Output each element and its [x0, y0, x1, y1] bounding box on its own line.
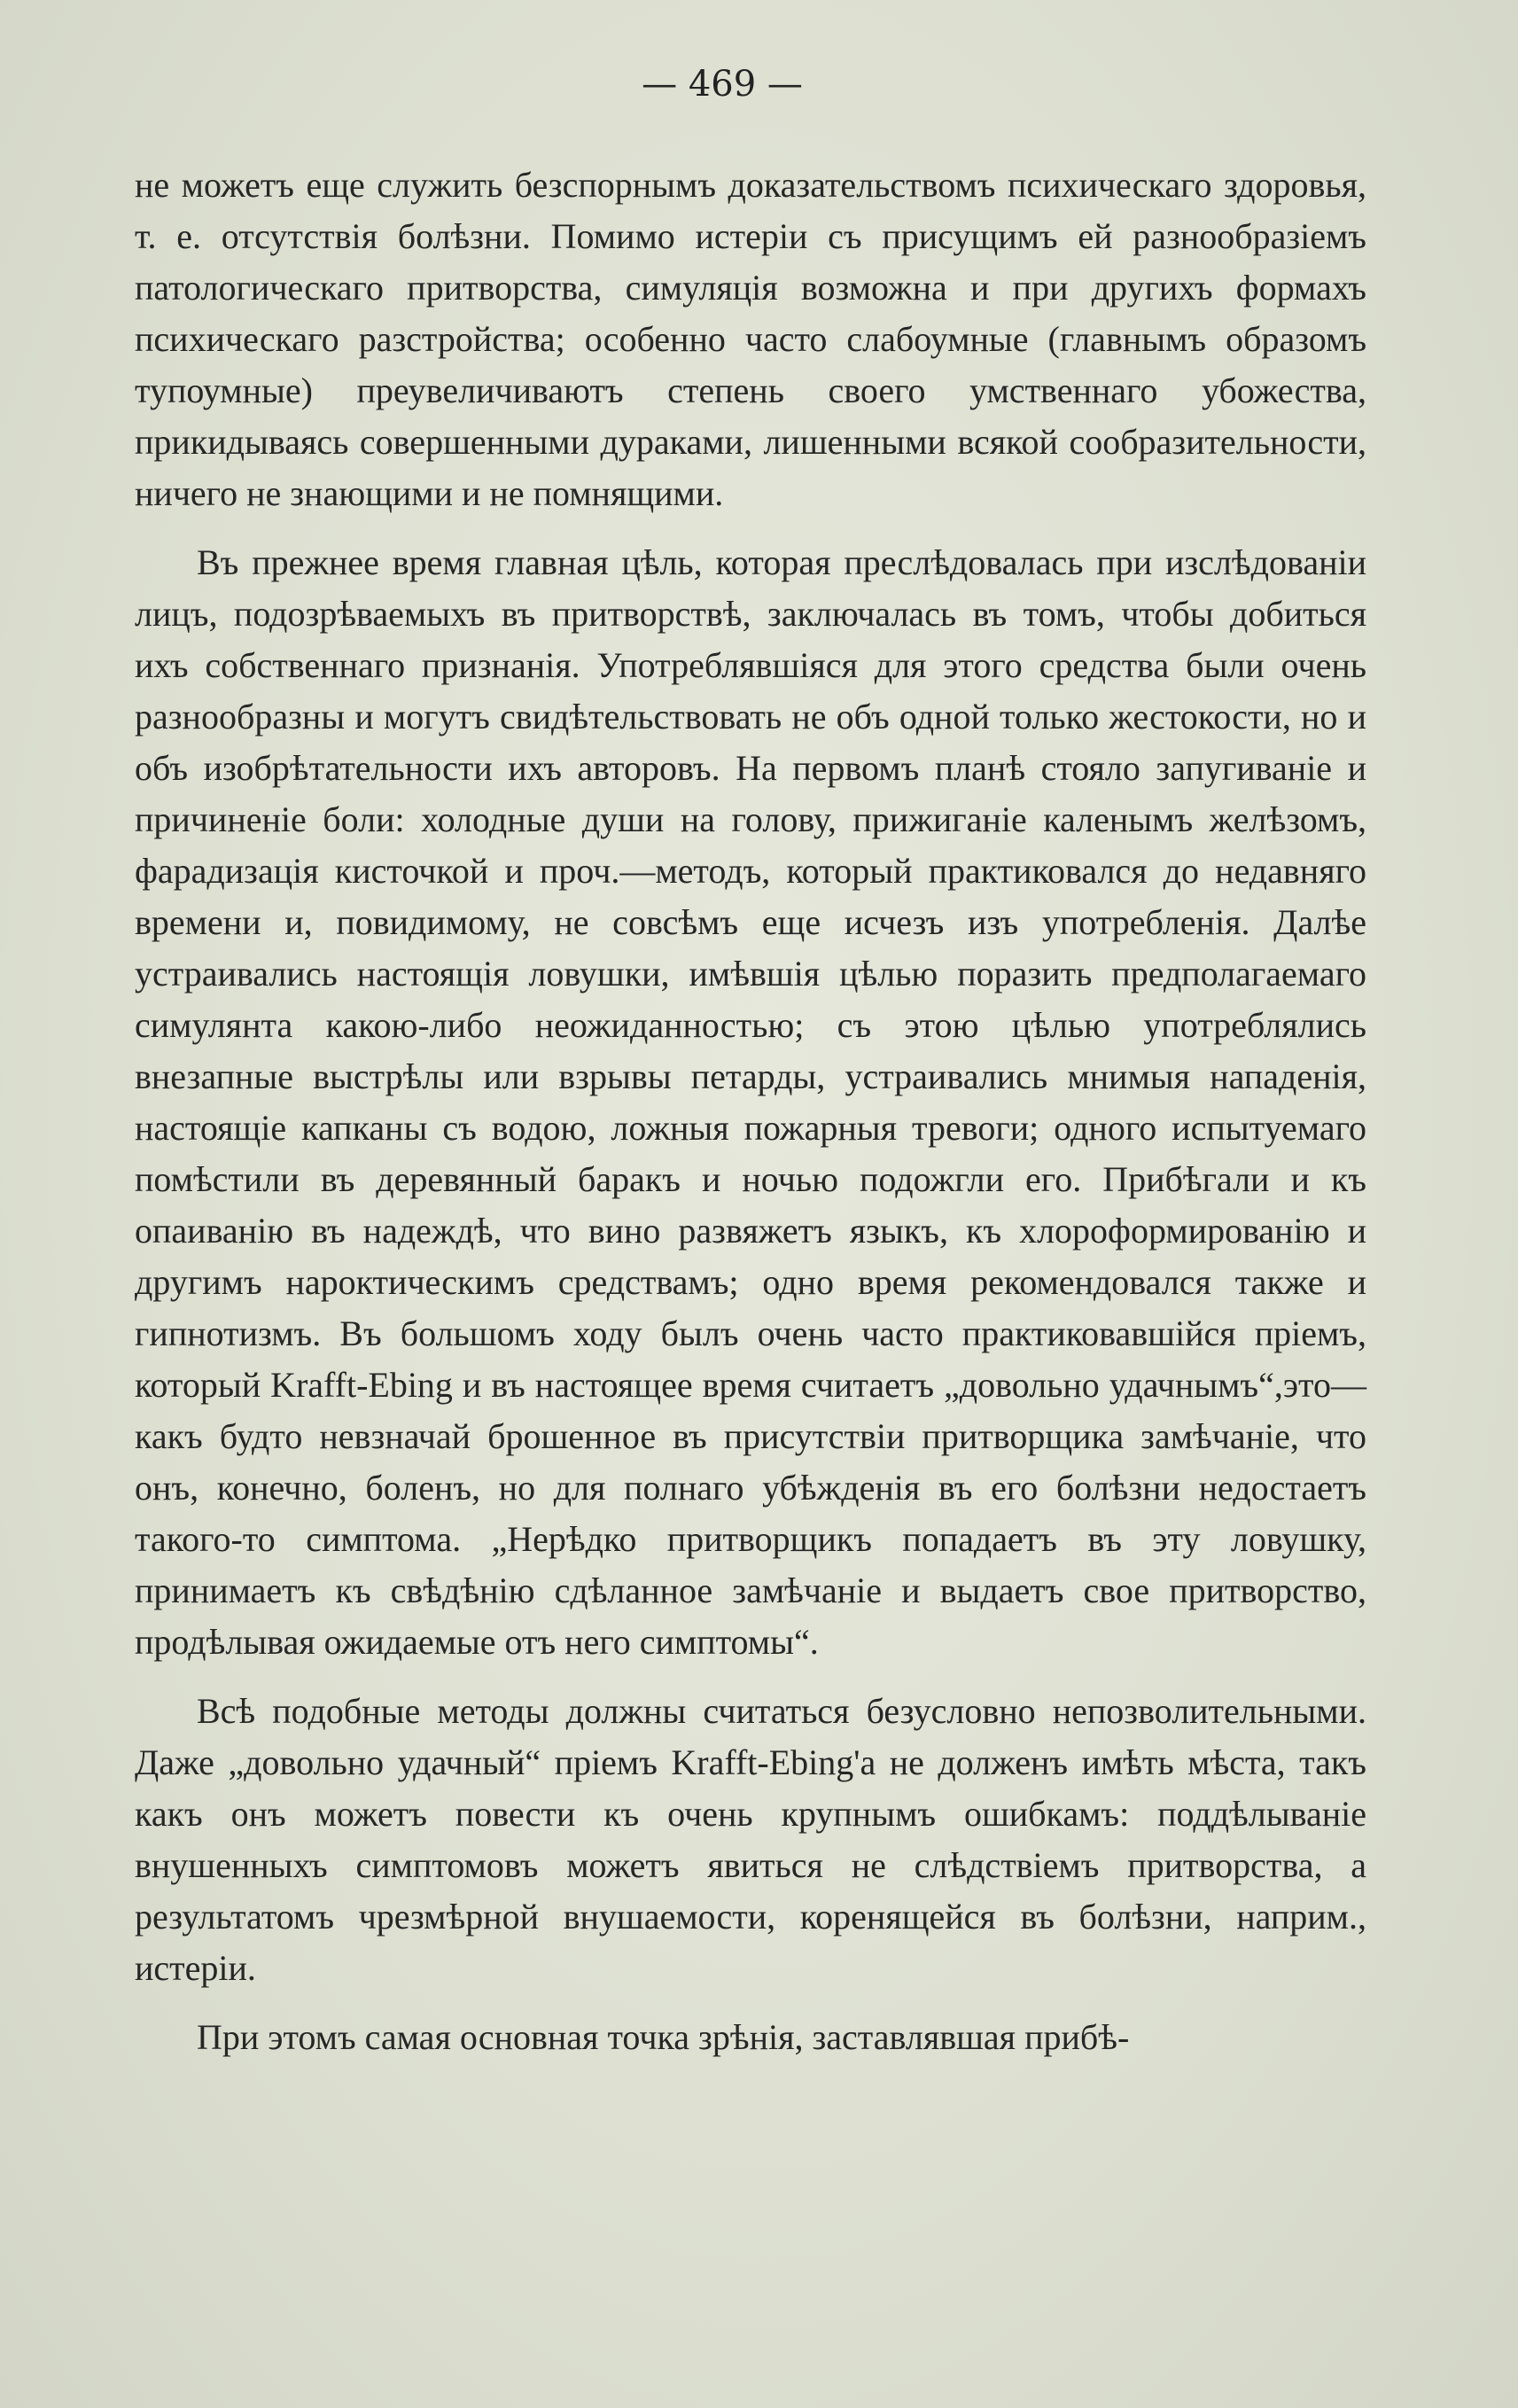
- page-number: — 469 —: [642, 64, 803, 105]
- paragraph-continuation: не можетъ еще служить безспорнымъ доказательствомъ психическаго здоровья, т. е. отсутствія болѣзни. Помимо истеріи съ присущимъ ей разнообразіемъ патологическаго притворства, симуляція возможна и при другихъ формахъ психическаго разстройства; особенно часто слабоумные (главнымъ образомъ тупоумные) преувеличиваютъ степень своего умственнаго убожества, прикидываясь совершенными дураками, лишенными всякой сообразительности, ничего не знающими и не помнящими.: [135, 165, 1366, 513]
- paragraph: Въ прежнее время главная цѣль, которая преслѣдовалась при изслѣдованіи лицъ, подозрѣваемыхъ въ притворствѣ, заключалась въ томъ, чтобы добиться ихъ собственнаго признанія. Употреблявшіяся для этого средства были очень разнообразны и могутъ свидѣтельствовать не объ одной только жестокости, но и объ изобрѣтательности ихъ авторовъ. На первомъ планѣ стояло запугиваніе и причиненіе боли: холодные души на голову, прижиганіе каленымъ желѣзомъ, фарадизація кисточкой и проч.—методъ, который практиковался до недавняго времени и, повидимому, не совсѣмъ еще исчезъ изъ употребленія. Далѣе устраивались настоящія ловушки, имѣвшія цѣлью поразить предполагаемаго симулянта какою-либо неожиданностью; съ этою цѣлью употреблялись внезапные выстрѣлы или взрывы петарды, устраивались мнимыя нападенія, настоящіе капканы съ водою, ложныя пожарныя тревоги; одного испытуемаго помѣстили въ деревянный баракъ и ночью подожгли его. Прибѣгали и къ опаиванію въ надеждѣ, что вино развяжетъ языкъ, къ хлороформированію и другимъ нароктическимъ средствамъ; одно время рекомендовался также и гипнотизмъ. Въ большомъ ходу былъ очень часто практиковавшійся пріемъ, который Krafft-Ebing и въ настоящее время считаетъ „довольно удачнымъ“,это—какъ будто невзначай брошенное въ присутствіи притворщика замѣчаніе, что онъ, конечно, боленъ, но для полнаго убѣжденія въ его болѣзни недостаетъ такого-то симптома. „Нерѣдко притворщикъ попадаетъ въ эту ловушку, принимаетъ къ свѣдѣнію сдѣланное замѣчаніе и выдаетъ свое притворство, продѣлывая ожидаемые отъ него симптомы“.: [135, 542, 1366, 1662]
- paragraph: При этомъ самая основная точка зрѣнія, заставлявшая прибѣ-: [197, 2017, 1130, 2057]
- body-text: [135, 160, 1366, 2081]
- paragraph: Всѣ подобные методы должны считаться безусловно непозволительными. Даже „довольно удачный“ пріемъ Krafft-Ebing'а не долженъ имѣть мѣста, такъ какъ онъ можетъ повести къ очень крупнымъ ошибкамъ: поддѣлываніе внушенныхъ симптомовъ можетъ явиться не слѣдствіемъ притворства, а результатомъ чрезмѣрной внушаемости, коренящейся въ болѣзни, наприм., истеріи.: [135, 1691, 1366, 1988]
